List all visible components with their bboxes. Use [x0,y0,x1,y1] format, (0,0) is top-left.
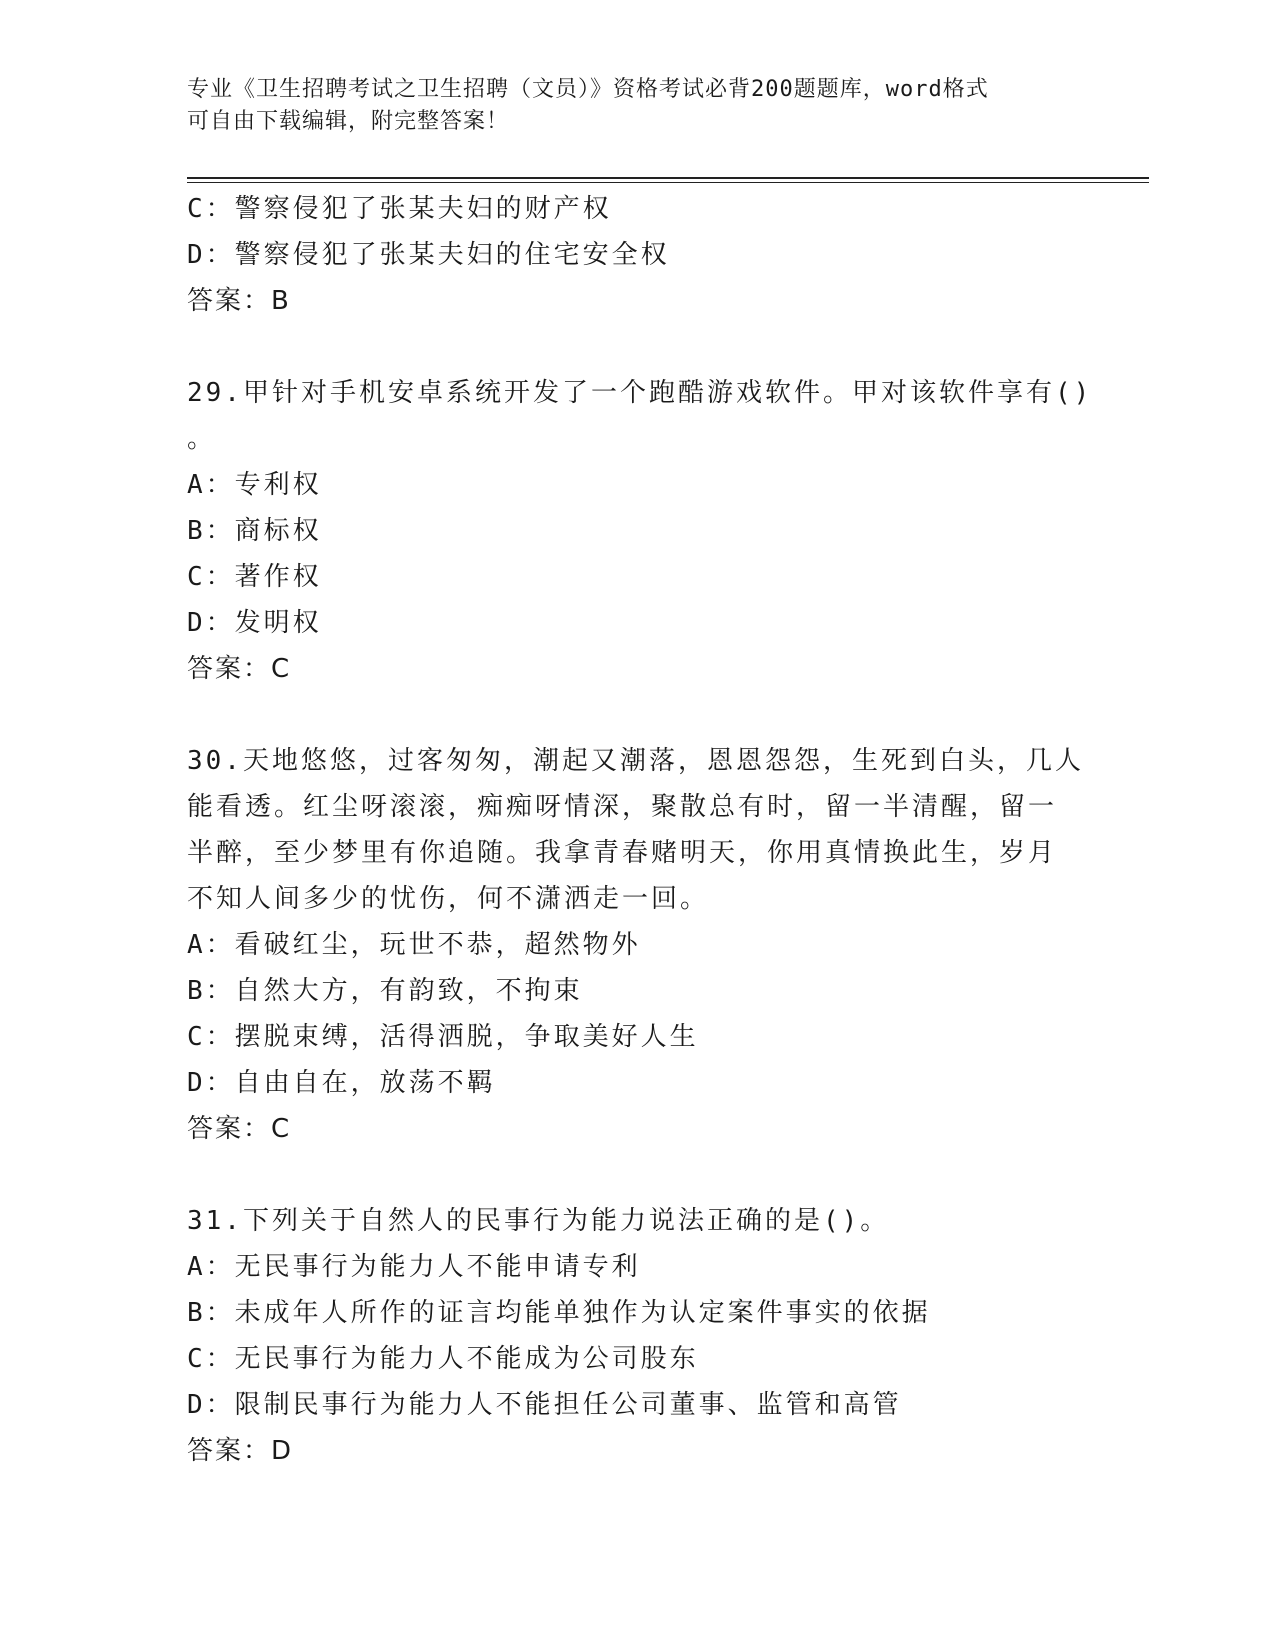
question-30-stem-line-3: 半醉，至少梦里有你追随。我拿青春赌明天，你用真情换此生，岁月 [187,838,1058,868]
question-29-stem-line-2: 。 [187,424,217,454]
question-30-answer: 答案：C [187,1114,292,1144]
question-30-option-b: B：自然大方，有韵致，不拘束 [187,976,583,1006]
question-spacer [187,324,1087,370]
question-list [187,186,1093,1474]
question-28-option-d: D：警察侵犯了张某夫妇的住宅安全权 [187,240,670,270]
question-30-option-d: D：自由自在，放荡不羁 [187,1068,496,1098]
question-30 [187,738,1087,1152]
question-30-option-a: A：看破红尘，玩世不恭，超然物外 [187,930,641,960]
question-31-option-d: D：限制民事行为能力人不能担任公司董事、监管和高管 [187,1390,902,1420]
question-31-answer: 答案：D [187,1436,294,1466]
question-29-option-c: C：著作权 [187,562,322,592]
question-31-option-b: B：未成年人所作的证言均能单独作为认定案件事实的依据 [187,1298,931,1328]
question-29-option-a: A：专利权 [187,470,322,500]
question-30-stem-line-2: 能看透。红尘呀滚滚，痴痴呀情深，聚散总有时，留一半清醒，留一 [187,792,1058,822]
question-29-option-d: D：发明权 [187,608,322,638]
header-divider-thin [187,182,1149,183]
question-30-option-c: C：摆脱束缚，活得洒脱，争取美好人生 [187,1022,699,1052]
question-28-tail [187,186,1087,324]
question-31-stem-line-1: 31.下列关于自然人的民事行为能力说法正确的是()。 [187,1206,890,1236]
question-28-option-c: C：警察侵犯了张某夫妇的财产权 [187,194,612,224]
question-29-option-b: B：商标权 [187,516,322,546]
header-title-line-1: 专业《卫生招聘考试之卫生招聘（文员）》资格考试必背200题题库，word格式 [187,77,989,102]
header-title-line-2: 可自由下载编辑，附完整答案！ [187,109,510,134]
question-31-option-a: A：无民事行为能力人不能申请专利 [187,1252,641,1282]
header-divider-thick [187,177,1149,179]
question-29-answer: 答案：C [187,654,292,684]
question-spacer [187,1152,1087,1198]
question-29-stem-line-1: 29.甲针对手机安卓系统开发了一个跑酷游戏软件。甲对该软件享有() [187,378,1093,408]
document-header [187,74,1067,138]
question-spacer [187,692,1087,738]
question-28-answer: 答案：B [187,286,291,316]
question-29 [187,370,1093,692]
question-31 [187,1198,1087,1474]
question-30-stem-line-1: 30.天地悠悠，过客匆匆，潮起又潮落，恩恩怨怨，生死到白头，几人 [187,746,1084,776]
question-31-option-c: C：无民事行为能力人不能成为公司股东 [187,1344,699,1374]
question-30-stem-line-4: 不知人间多少的忧伤，何不潇洒走一回。 [187,884,710,914]
